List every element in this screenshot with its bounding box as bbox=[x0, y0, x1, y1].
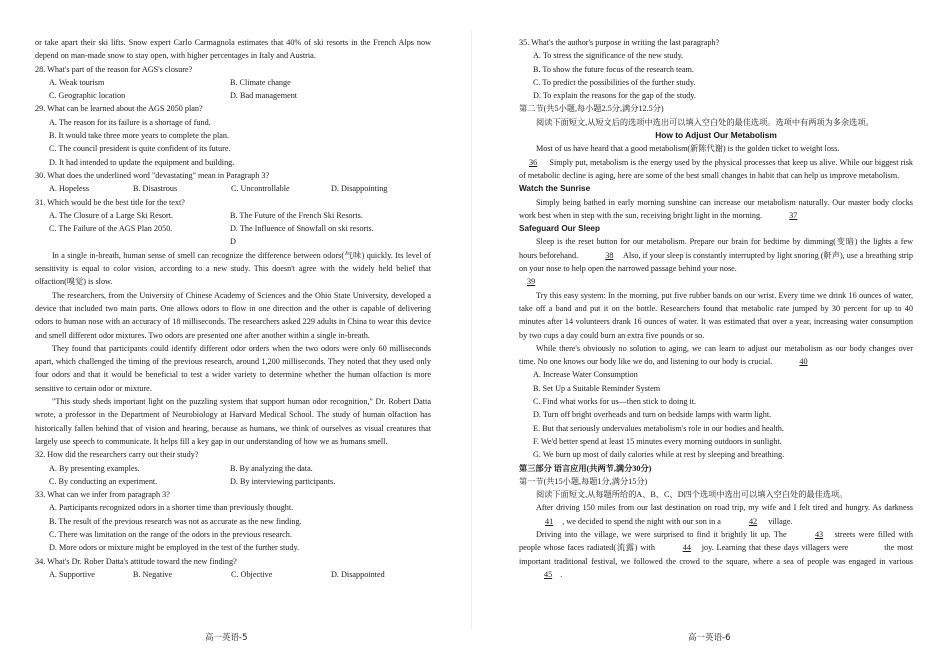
passage-title: How to Adjust Our Metabolism bbox=[655, 130, 777, 141]
question-35: 35. What's the author's purpose in writing the last paragraph? bbox=[519, 38, 720, 47]
text: most important traditional festival, we followed the crowd to the square, where a sea of people was engaged in various bbox=[519, 543, 914, 566]
text: Driving into the village, we were surprised to find it brightly lit up. The bbox=[536, 529, 787, 539]
passage-paragraph-4: Try this easy system: In the morning, put five rubber bands on our wrist. Every time we drink 16 ounces of water, take off a band and put it on the bottle. Researchers found that metabolic rate jumped by 30 percent for up to 40 minutes after 14 volunteers drank 16 ounces of water. It was estimated that over a year, increasing water consumption by two cups a day could burn an extra five pounds or so. bbox=[519, 290, 913, 340]
option: B. Negative bbox=[133, 569, 173, 579]
blank-45-number bbox=[851, 541, 884, 554]
blank-39: 39 bbox=[527, 277, 536, 287]
q28-options-row2 bbox=[35, 89, 431, 102]
option: D. Disappointing bbox=[331, 184, 388, 194]
blank-45: 45 bbox=[544, 569, 553, 579]
option: A. Weak tourism bbox=[49, 77, 105, 87]
paragraph-2: The researchers, from the University of Chinese Academy of Sciences and the Ohio State University, developed a device that included two main parts. One allows odors to flow in one direction and the other is capable of delivering odors to human nose with an accuracy of 18 milliseconds. The researchers asked 229 adults in China to wear this device and smell different odor mixtures. Two odors are presented one after another within a single in-breath. bbox=[35, 290, 431, 340]
part-3-heading: 第三部分 语言应用(共两节,满分30分) bbox=[519, 463, 652, 473]
option: C. By conducting an experiment. bbox=[49, 476, 158, 486]
q31-options-row1 bbox=[35, 209, 431, 222]
q32-options-row2 bbox=[35, 475, 431, 488]
option: D. Disappointed bbox=[331, 569, 385, 579]
text: Also, if your sleep is constantly interrupted by light snoring (鼾声), use a breathing strip on your nose to help open the narrowed passage behind your nose. bbox=[519, 250, 914, 274]
option: C. Objective bbox=[231, 569, 273, 579]
option: C. There was limitation on the range of the odors in the previous research. bbox=[49, 529, 292, 539]
option: C. Find what works for us—then stick to doing it. bbox=[533, 397, 697, 407]
blank-37: 37 bbox=[789, 210, 798, 220]
option: B. It would take three more years to complete the plan. bbox=[49, 131, 230, 141]
question-30: 30. What does the underlined word "devastating" mean in Paragraph 3? bbox=[35, 170, 270, 180]
blank-40: 40 bbox=[799, 357, 808, 367]
option: B. Set Up a Suitable Reminder System bbox=[533, 383, 661, 393]
text: Sleep is the reset button for our metabolism. Prepare our brain for bedtime by dimming(变暗) the lights a few hours beforehand. bbox=[519, 237, 913, 260]
q34-options bbox=[35, 568, 431, 581]
reading-c-tail: or take apart their ski lifts. Snow expert Carlo Carmagnola estimates that 40% of ski resorts in the French Alps now depend on man-made snow to stay open, with higher percentages in Italy and Austria. bbox=[35, 38, 431, 61]
option: D. It had intended to update the equipment and building. bbox=[49, 157, 235, 167]
blank-43: 43 bbox=[814, 529, 824, 539]
blank-38: 38 bbox=[605, 250, 614, 260]
question-31: 31. Which would be the best title for the text? bbox=[35, 197, 185, 207]
option: A. Hopeless bbox=[49, 184, 90, 194]
text: joy. Learning that these days villagers were bbox=[701, 543, 849, 553]
subheading-sleep: Safeguard Our Sleep bbox=[519, 224, 600, 234]
passage-paragraph-2 bbox=[519, 196, 913, 223]
section-1-instructions: 阅读下面短文,从每题所给的A、B、C、D四个选项中选出可以填入空白处的最佳选项。 bbox=[536, 490, 848, 500]
option: E. But that seriously undervalues metabolism's role in our bodies and health. bbox=[533, 423, 784, 433]
blank-39-line bbox=[519, 275, 913, 288]
page-number-left: 高一英语-5 bbox=[205, 633, 248, 643]
blank-44: 44 bbox=[682, 543, 691, 553]
option: D. More odors or mixture might be employed in the test of the further study. bbox=[49, 543, 300, 553]
option: G. We burn up most of daily calories while at rest by sleeping and breathing. bbox=[533, 450, 785, 460]
section-2-instructions: 阅读下面短文,从短文后的选项中选出可以填入空白处的最佳选项。选项中有两项为多余选项。 bbox=[536, 117, 874, 127]
cloze-paragraph-1 bbox=[519, 501, 913, 528]
passage-paragraph-3 bbox=[519, 235, 913, 275]
option: C. Uncontrollable bbox=[231, 184, 290, 194]
text: village. bbox=[768, 516, 793, 526]
option: A. By presenting examples. bbox=[49, 463, 140, 473]
option: B. Disastrous bbox=[133, 184, 178, 194]
paragraph-3: They found that participants could identify different odor orders when the two odors were only 60 milliseconds apart, which challenged the timing of the previous research, around 1,200 milliseconds. They noted that they used only four odors and that it would be beneficial to test a wider variety to determine whether the human olfaction is more sensitive to certain odor or mixture. bbox=[35, 343, 431, 393]
question-34: 34. What's Dr. Rober Datta's attitude toward the new finding? bbox=[35, 556, 237, 566]
paragraph-4: "This study sheds important light on the puzzling system that support human odor recognition," Dr. Robert Datta wrote, a professor in the Department of Neurobiology at Harvard Medical School. The study of human olfaction has historically fallen behind that of vision and hearing, because as humans, we think of ourselves as visual creatures that largely use speech to communicate. It helps fill a key gap in our understanding of how we as humans smell. bbox=[35, 397, 431, 446]
option: B. By analyzing the data. bbox=[230, 463, 313, 473]
blank-36: 36 bbox=[529, 157, 538, 167]
option: A. The Closure of a Large Ski Resort. bbox=[49, 210, 174, 220]
text: Most of us have heard that a good metabolism(新陈代谢) is the golden ticket to weight loss. bbox=[536, 144, 840, 154]
option: C. The Failure of the AGS Plan 2050. bbox=[49, 224, 173, 234]
cloze-paragraph-2 bbox=[519, 528, 913, 581]
text: . bbox=[560, 569, 563, 579]
option: B. To show the future focus of the research team. bbox=[533, 64, 694, 74]
section-d-heading: D bbox=[230, 237, 236, 247]
q32-options-row1 bbox=[35, 462, 431, 475]
question-28: 28. What's part of the reason for AGS's closure? bbox=[35, 64, 193, 74]
option: B. The Future of the French Ski Resorts. bbox=[230, 210, 363, 220]
text: Simply being bathed in early morning sunshine can increase our metabolism naturally. Our master body clocks work best when in step with the sun, receiving bright light in the morning. bbox=[519, 197, 913, 220]
subheading-sunrise: Watch the Sunrise bbox=[519, 184, 591, 194]
text: streets were filled with people whose faces radiated(流露) with bbox=[519, 529, 914, 553]
section-1-heading: 第一节(共15小题,每题1分,满分15分) bbox=[519, 476, 648, 486]
question-29: 29. What can be learned about the AGS 2050 plan? bbox=[35, 104, 203, 114]
option: D. Bad management bbox=[230, 91, 298, 101]
q31-options-row2 bbox=[35, 222, 431, 235]
text: While there's obviously no solution to aging, we can learn to adjust our metabolism as our body changes over time. No one knows our body like we do, and listening to our body is crucial. bbox=[519, 343, 913, 367]
page-number-right: 高一英语-6 bbox=[688, 633, 731, 643]
q30-options bbox=[35, 182, 431, 195]
right-page bbox=[519, 36, 913, 581]
paragraph-1: In a single in-breath, human sense of smell can recognize the difference between odors(气味) quickly. Its level of sensitivity is equal to color vision, according to a new study. This doesn't agree with the widely held belief that olfaction(嗅觉) is slow. bbox=[35, 250, 431, 287]
option: D. Turn off bright overheads and turn on bedside lamps with warm light. bbox=[533, 410, 772, 420]
text: After driving 150 miles from our last destination on road trip, my wife and I felt tired and hungry. As darkness bbox=[536, 503, 913, 513]
left-page bbox=[35, 36, 431, 581]
passage-paragraph-5 bbox=[519, 342, 913, 369]
option: B. Climate change bbox=[230, 77, 291, 87]
question-33: 33. What can we infer from paragraph 3? bbox=[35, 490, 170, 500]
option: A. Participants recognized odors in a shorter time than previously thought. bbox=[49, 503, 294, 513]
blank-41: 41 bbox=[545, 516, 554, 526]
option: D. The Influence of Snowfall on ski resorts. bbox=[230, 224, 374, 234]
question-32: 32. How did the researchers carry out their study? bbox=[35, 450, 199, 460]
option: A. To stress the significance of the new study. bbox=[533, 51, 684, 61]
option: F. We'd better spend at least 15 minutes every morning outdoors in sunlight. bbox=[533, 436, 782, 446]
option: A. Increase Water Consumption bbox=[533, 370, 638, 380]
q28-options-row1 bbox=[35, 76, 431, 89]
text: the bbox=[884, 543, 895, 553]
option: C. The council president is quite confident of its future. bbox=[49, 144, 231, 154]
option: A. The reason for its failure is a shortage of fund. bbox=[49, 117, 211, 127]
option: C. To predict the possibilities of the further study. bbox=[533, 77, 696, 87]
text: , we decided to spend the night with our son in a bbox=[562, 516, 721, 526]
text: Simply put, metabolism is the energy used by the physical processes that keep us alive. While our biggest risk of metabolic decline is aging, here are some of the best small changes in habit that can help us improve metabolism. bbox=[519, 157, 914, 180]
option: B. The result of the previous research was not as accurate as the new finding. bbox=[49, 516, 302, 526]
page-fold bbox=[471, 30, 472, 630]
section-2-heading: 第二节(共5小题,每小题2.5分,满分12.5分) bbox=[519, 104, 664, 114]
option: D. To explain the reasons for the gap of the study. bbox=[533, 91, 696, 101]
option: D. By interviewing participants. bbox=[230, 476, 336, 486]
blank-42: 42 bbox=[748, 516, 758, 526]
option: A. Supportive bbox=[49, 569, 95, 579]
option: C. Geographic location bbox=[49, 91, 126, 101]
passage-paragraph-1 bbox=[519, 142, 913, 182]
